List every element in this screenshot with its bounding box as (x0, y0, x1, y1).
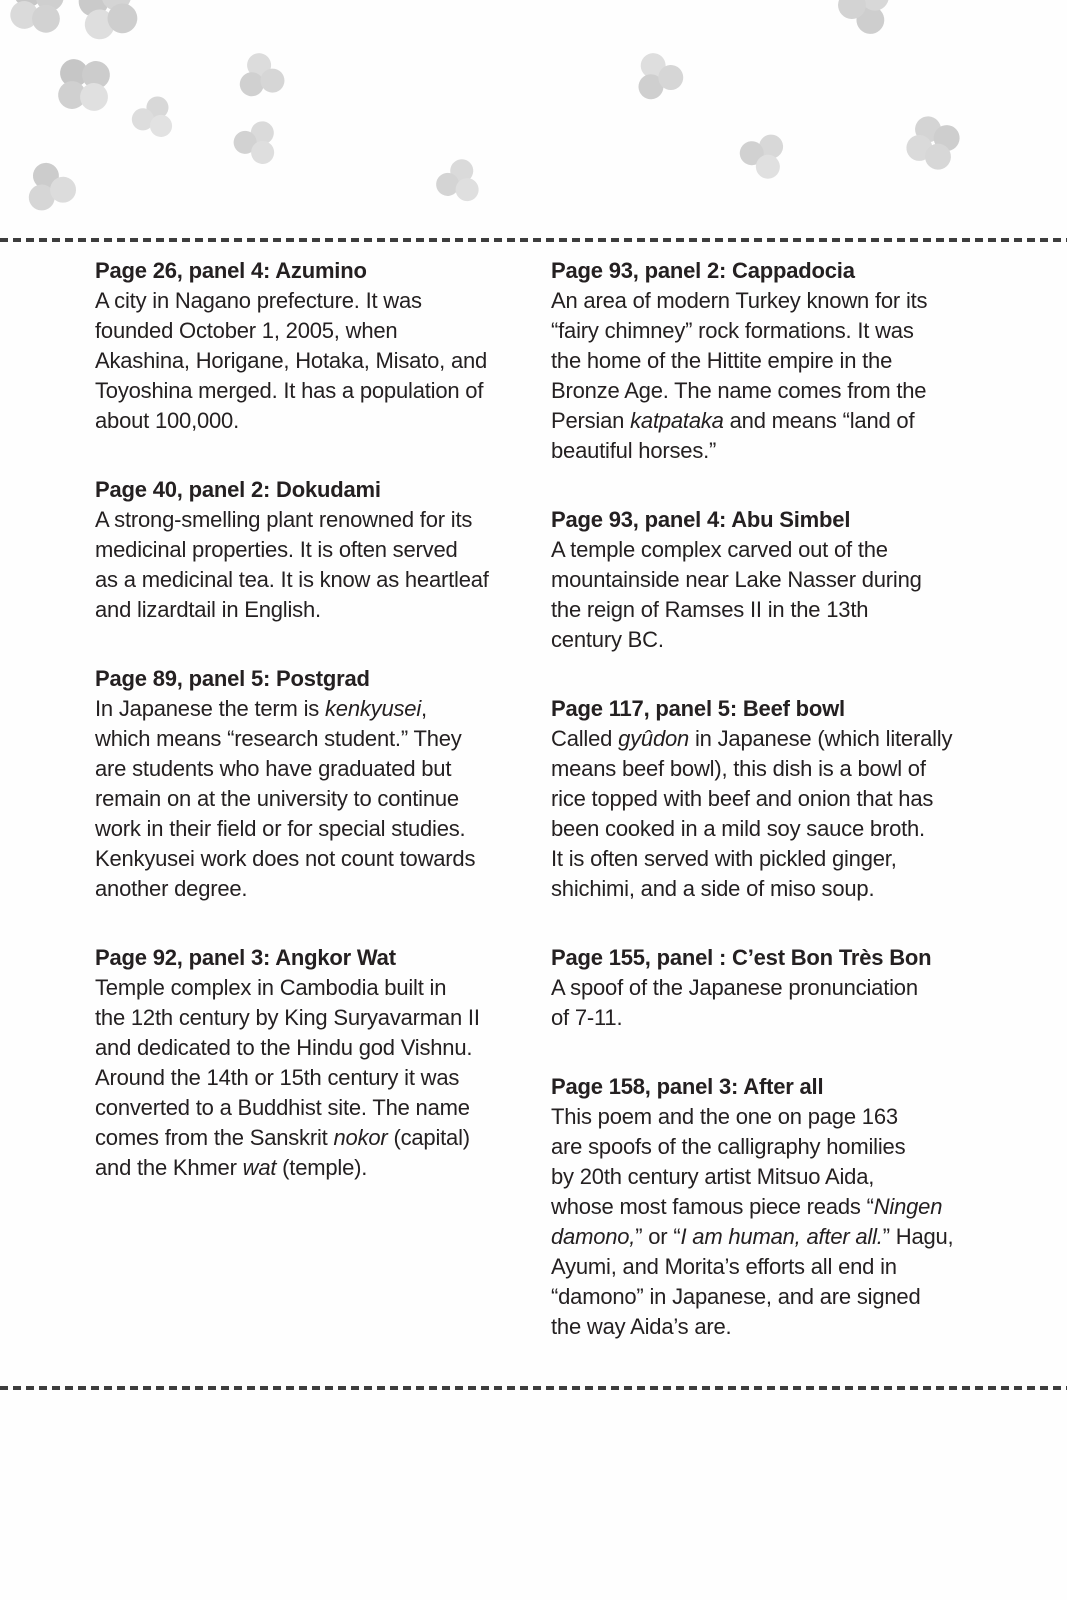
clover-icon (632, 50, 684, 107)
note-entry-line: about 100,000. (95, 408, 240, 433)
note-entry-line: and dedicated to the Hindu god Vishnu. (95, 1035, 473, 1060)
note-entry-line: In Japanese the term is kenkyusei, (95, 696, 427, 721)
note-entry (551, 1072, 1011, 1342)
note-entry-line: remain on at the university to continue (95, 786, 459, 811)
note-entry-line: Ayumi, and Morita’s efforts all end in (551, 1254, 897, 1279)
note-entry-line: rice topped with beef and onion that has (551, 786, 934, 811)
note-entry-line: and the Khmer wat (temple). (95, 1155, 368, 1180)
note-entry-heading: Page 117, panel 5: Beef bowl (551, 696, 845, 721)
note-entry-heading: Page 26, panel 4: Azumino (95, 258, 367, 283)
note-entry-line: Temple complex in Cambodia built in (95, 975, 447, 1000)
note-entry-line: A strong-smelling plant renowned for its (95, 507, 473, 532)
note-entry-heading: Page 89, panel 5: Postgrad (95, 666, 370, 691)
clover-icon (233, 118, 281, 171)
note-entry-line: the way Aida’s are. (551, 1314, 732, 1339)
note-entry-heading: Page 40, panel 2: Dokudami (95, 477, 381, 502)
note-entry-line: “damono” in Japanese, and are signed (551, 1284, 921, 1309)
top-dashed-divider (0, 238, 1067, 242)
note-entry-line: comes from the Sanskrit nokor (capital) (95, 1125, 470, 1150)
note-entry (95, 943, 555, 1183)
note-entry-line: Persian katpataka and means “land of (551, 408, 915, 433)
note-entry-line: and lizardtail in English. (95, 597, 321, 622)
note-entry-line: A spoof of the Japanese pronunciation (551, 975, 918, 1000)
note-entry-line: It is often served with pickled ginger, (551, 846, 897, 871)
clover-icon (77, 0, 139, 46)
note-entry-line: which means “research student.” They (95, 726, 462, 751)
note-entry-heading: Page 93, panel 4: Abu Simbel (551, 507, 851, 532)
clover-icon (739, 130, 789, 185)
note-entry-line: of 7-11. (551, 1005, 623, 1030)
note-entry-line: founded October 1, 2005, when (95, 318, 398, 343)
note-entry-heading: Page 158, panel 3: After all (551, 1074, 824, 1099)
notes-column-right (551, 256, 1011, 1342)
note-entry-line: another degree. (95, 876, 248, 901)
note-entry-line: means beef bowl), this dish is a bowl of (551, 756, 926, 781)
note-entry-line: whose most famous piece reads “Ningen (551, 1194, 943, 1219)
note-entry (551, 256, 1011, 466)
note-entry (551, 943, 1011, 1033)
note-entry-heading: Page 93, panel 2: Cappadocia (551, 258, 855, 283)
note-entry-line: are spoofs of the calligraphy homilies (551, 1134, 906, 1159)
note-entry-line: A temple complex carved out of the (551, 537, 888, 562)
note-entry-line: A city in Nagano prefecture. It was (95, 288, 422, 313)
notes-column-left (95, 256, 555, 1183)
note-entry-line: This poem and the one on page 163 (551, 1104, 898, 1129)
clover-icon (131, 94, 177, 145)
note-entry-line: converted to a Buddhist site. The name (95, 1095, 470, 1120)
note-entry-line: “fairy chimney” rock formations. It was (551, 318, 914, 343)
note-entry-line: Akashina, Horigane, Hotaka, Misato, and (95, 348, 488, 373)
note-entry-line: the reign of Ramses II in the 13th (551, 597, 869, 622)
note-entry-line: as a medicinal tea. It is know as heartleaf (95, 567, 489, 592)
note-entry (551, 505, 1011, 655)
clover-icon (837, 0, 895, 42)
note-entry-line: damono,” or “I am human, after all.” Hagu, (551, 1224, 954, 1249)
note-entry-line: the 12th century by King Suryavarman II (95, 1005, 480, 1030)
note-entry-line: mountainside near Lake Nasser during (551, 567, 922, 592)
note-entry (551, 694, 1011, 904)
clover-icon (435, 157, 483, 210)
note-entry-line: the home of the Hittite empire in the (551, 348, 893, 373)
note-entry-line: Around the 14th or 15th century it was (95, 1065, 460, 1090)
note-entry-line: century BC. (551, 627, 664, 652)
note-entry-line: by 20th century artist Mitsuo Aida, (551, 1164, 875, 1189)
note-entry-line: Kenkyusei work does not count towards (95, 846, 476, 871)
note-entry-line: An area of modern Turkey known for its (551, 288, 928, 313)
bottom-dashed-divider (0, 1386, 1067, 1390)
note-entry-line: are students who have graduated but (95, 756, 452, 781)
clover-icon (906, 116, 960, 175)
note-entry-line: medicinal properties. It is often served (95, 537, 458, 562)
note-entry-heading: Page 155, panel : C’est Bon Très Bon (551, 945, 932, 970)
clover-icon (8, 0, 66, 40)
note-entry (95, 256, 555, 436)
clover-icon (236, 51, 286, 106)
note-entry-line: work in their field or for special studies. (95, 816, 466, 841)
note-entry (95, 664, 555, 904)
clover-icon (55, 56, 113, 119)
note-entry-line: beautiful horses.” (551, 438, 717, 463)
note-entry-line: shichimi, and a side of miso soup. (551, 876, 875, 901)
note-entry-line: been cooked in a mild soy sauce broth. (551, 816, 925, 841)
clover-icon (23, 160, 77, 219)
note-entry-line: Called gyûdon in Japanese (which literally (551, 726, 953, 751)
note-entry-line: Toyoshina merged. It has a population of (95, 378, 484, 403)
note-entry (95, 475, 555, 625)
note-entry-line: Bronze Age. The name comes from the (551, 378, 927, 403)
note-entry-heading: Page 92, panel 3: Angkor Wat (95, 945, 396, 970)
